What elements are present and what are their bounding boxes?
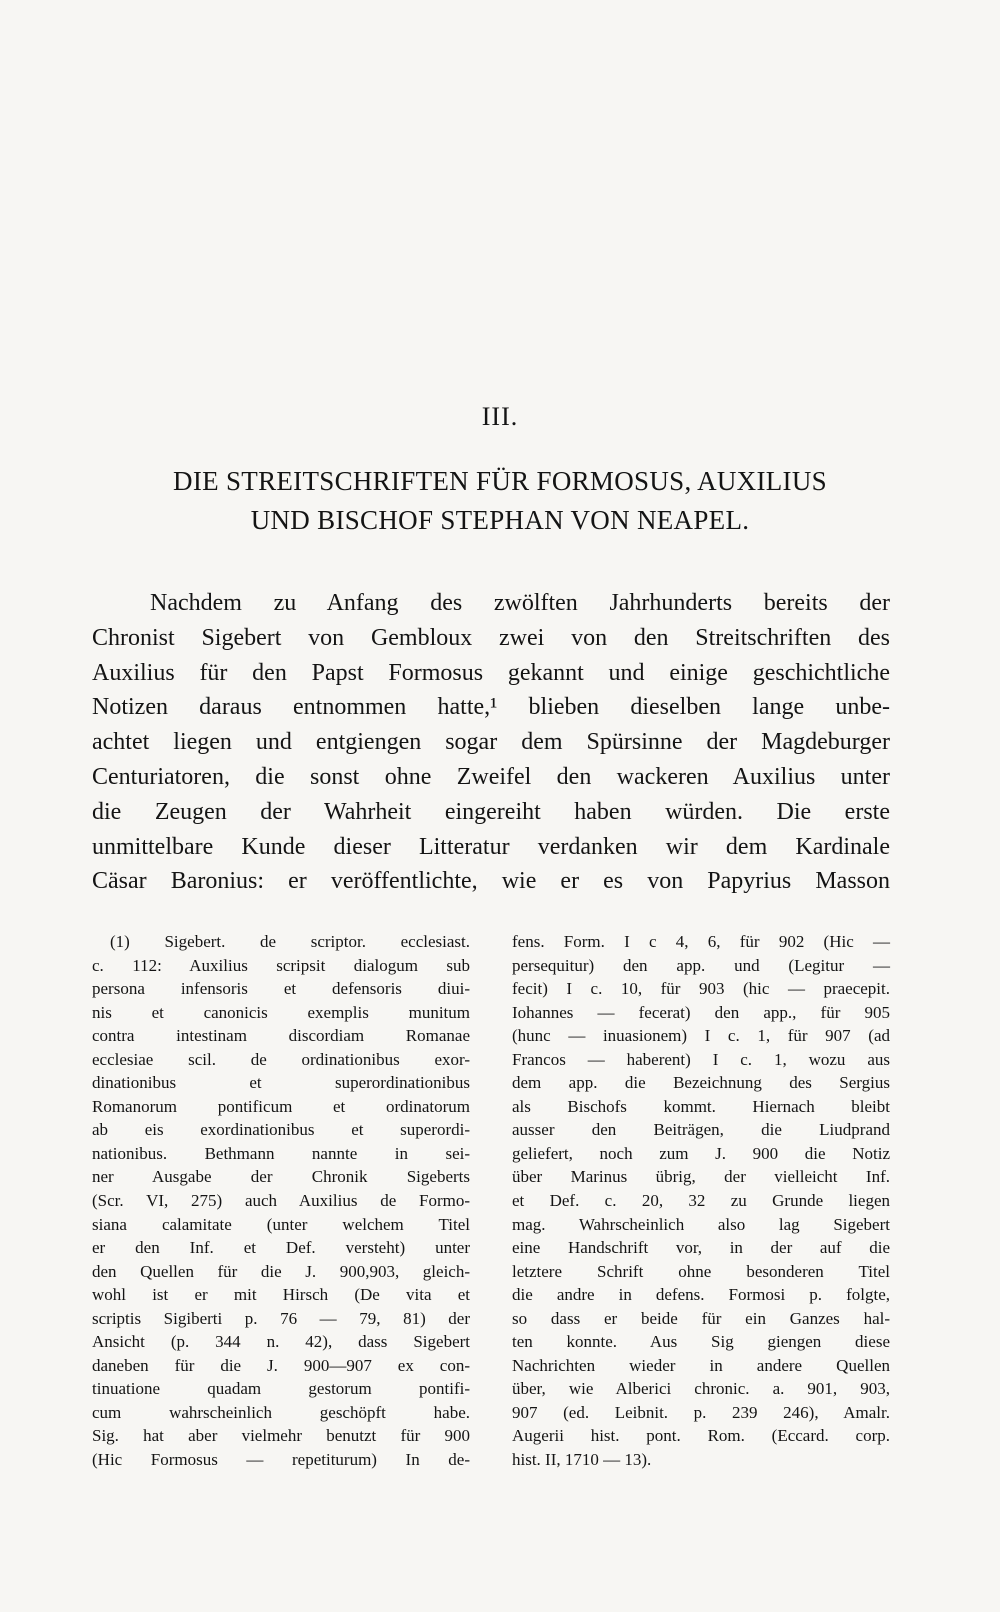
body-line: Nachdem zu Anfang des zwölften Jahrhunderts bereits der bbox=[150, 590, 890, 616]
footnote-line: ner Ausgabe der Chronik Sigeberts bbox=[92, 1167, 470, 1187]
footnote-line: geliefert, noch zum J. 900 die Notiz bbox=[512, 1143, 890, 1163]
footnote-line: (Hic Formosus — repetiturum) In de- bbox=[92, 1450, 470, 1470]
footnote-line: er den Inf. et Def. versteht) unter bbox=[92, 1238, 470, 1258]
footnote-line: tinuatione quadam gestorum pontifi- bbox=[92, 1379, 470, 1399]
footnote-line: als Bischofs kommt. Hiernach bleibt bbox=[512, 1096, 890, 1116]
footnote-line: hist. II, 1710 — 13). bbox=[512, 1450, 652, 1470]
footnote-line: eine Handschrift vor, in der auf die bbox=[512, 1238, 890, 1258]
footnote-line: fens. Form. I c 4, 6, für 902 (Hic — bbox=[512, 932, 890, 951]
footnote-line: Sig. hat aber vielmehr benutzt für 900 bbox=[92, 1426, 470, 1446]
footnote-line: ten konnte. Aus Sig giengen diese bbox=[512, 1332, 890, 1352]
footnote-line: den Quellen für die J. 900,903, gleich- bbox=[92, 1261, 470, 1281]
footnote-line: über Marinus übrig, der vielleicht Inf. bbox=[512, 1167, 890, 1187]
footnote-line: cum wahrscheinlich geschöpft habe. bbox=[92, 1402, 470, 1422]
footnote-line: ab eis exordinationibus et superordi- bbox=[92, 1120, 470, 1140]
footnote-column-right bbox=[512, 930, 890, 1472]
footnote-line: Nachrichten wieder in andere Quellen bbox=[512, 1355, 890, 1375]
chapter-title-line: DIE STREITSCHRIFTEN FÜR FORMOSUS, AUXILIUS bbox=[173, 466, 827, 496]
body-line: achtet liegen und entgiengen sogar dem Spürsinne der Magdeburger bbox=[92, 729, 890, 756]
footnote-line: et Def. c. 20, 32 zu Grunde liegen bbox=[512, 1191, 890, 1211]
footnote-line: Francos — haberent) I c. 1, wozu aus bbox=[512, 1049, 890, 1069]
footnote-line: scriptis Sigiberti p. 76 — 79, 81) der bbox=[92, 1308, 470, 1328]
footnote-line: siana calamitate (unter welchem Titel bbox=[92, 1214, 470, 1234]
footnote-line: wohl ist er mit Hirsch (De vita et bbox=[92, 1285, 470, 1305]
footnote-line: dinationibus et superordinationibus bbox=[92, 1073, 470, 1093]
body-paragraph bbox=[92, 586, 890, 899]
body-line: Auxilius für den Papst Formosus gekannt und einige geschichtliche bbox=[92, 659, 890, 686]
footnote-line: Augerii hist. pont. Rom. (Eccard. corp. bbox=[512, 1426, 890, 1446]
body-line: Chronist Sigebert von Gembloux zwei von den Streitschriften des bbox=[92, 624, 890, 651]
footnote-line: c. 112: Auxilius scripsit dialogum sub bbox=[92, 955, 470, 975]
footnote-line: dem app. die Bezeichnung des Sergius bbox=[512, 1073, 890, 1093]
footnote-line: (hunc — inuasionem) I c. 1, für 907 (ad bbox=[512, 1026, 890, 1046]
footnote-line: 907 (ed. Leibnit. p. 239 246), Amalr. bbox=[512, 1402, 890, 1422]
body-line: Cäsar Baronius: er veröffentlichte, wie er es von Papyrius Masson bbox=[92, 868, 890, 895]
footnote-line: contra intestinam discordiam Romanae bbox=[92, 1026, 470, 1046]
footnote-line: fecit) I c. 10, für 903 (hic — praecepit. bbox=[512, 979, 890, 999]
body-line: die Zeugen der Wahrheit eingereiht haben würden. Die erste bbox=[92, 798, 890, 825]
footnotes bbox=[92, 930, 890, 1472]
footnote-line: persona infensoris et defensoris diui- bbox=[92, 979, 470, 999]
footnote-line: so dass er beide für ein Ganzes hal- bbox=[512, 1308, 890, 1328]
footnote-line: persequitur) den app. und (Legitur — bbox=[512, 955, 890, 975]
footnote-line: nis et canonicis exemplis munitum bbox=[92, 1002, 470, 1022]
footnote-line: ecclesiae scil. de ordinationibus exor- bbox=[92, 1049, 470, 1069]
footnote-line: letztere Schrift ohne besonderen Titel bbox=[512, 1261, 890, 1281]
footnote-line: die andre in defens. Formosi p. folgte, bbox=[512, 1285, 890, 1305]
chapter-number: III. bbox=[481, 402, 519, 431]
footnote-line: ausser den Beiträgen, die Liudprand bbox=[512, 1120, 890, 1140]
footnote-line: nationibus. Bethmann nannte in sei- bbox=[92, 1143, 470, 1163]
body-line: Notizen daraus entnommen hatte,¹ blieben dieselben lange unbe- bbox=[92, 694, 890, 721]
chapter-title bbox=[100, 462, 900, 540]
footnote-line: (Scr. VI, 275) auch Auxilius de Formo- bbox=[92, 1191, 470, 1211]
chapter-title-line: UND BISCHOF STEPHAN VON NEAPEL. bbox=[250, 505, 750, 536]
footnote-line: Iohannes — fecerat) den app., für 905 bbox=[512, 1002, 890, 1022]
footnote-line: (1) Sigebert. de scriptor. ecclesiast. bbox=[110, 932, 470, 951]
footnote-line: über, wie Alberici chronic. a. 901, 903, bbox=[512, 1379, 890, 1399]
body-line: Centuriatoren, die sonst ohne Zweifel den wackeren Auxilius unter bbox=[92, 763, 890, 790]
footnote-line: mag. Wahrscheinlich also lag Sigebert bbox=[512, 1214, 890, 1234]
footnote-column-left bbox=[92, 930, 470, 1472]
footnote-line: Romanorum pontificum et ordinatorum bbox=[92, 1096, 470, 1116]
footnote-line: Ansicht (p. 344 n. 42), dass Sigebert bbox=[92, 1332, 470, 1352]
body-line: unmittelbare Kunde dieser Litteratur verdanken wir dem Kardinale bbox=[92, 833, 890, 860]
footnote-line: daneben für die J. 900—907 ex con- bbox=[92, 1355, 470, 1375]
